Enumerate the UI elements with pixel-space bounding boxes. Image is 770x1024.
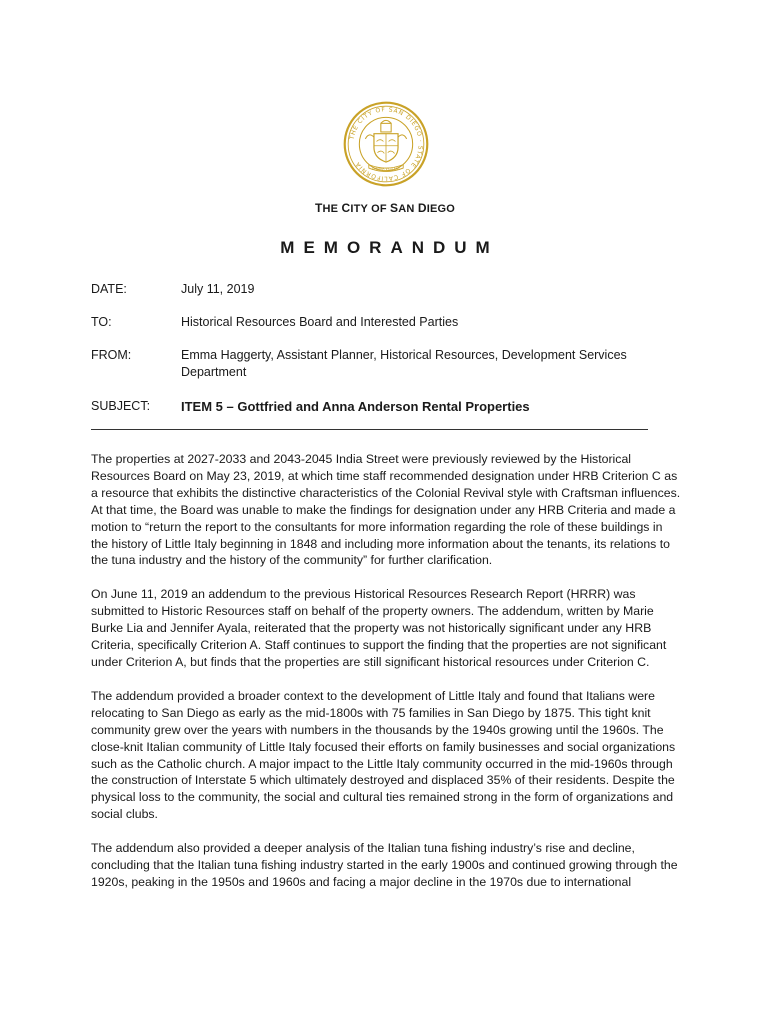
- body-paragraph: The properties at 2027-2033 and 2043-2045 India Street were previously reviewed by the Historical Resources Board on May 23, 2019, at which time staff recommended designation under HRB Criterion C as a resource that exhibits the distinctive characteristics of the Colonial Revival style with Craftsman influences. At that time, the Board was unable to make the findings for designation under any HRB Criteria and made a motion to “return the report to the consultants for more information regarding the role of these buildings in the history of Little Italy beginning in 1848 and including more information about the tenants, its relations to the tuna industry and the history of the community” for further clarification.: [91, 452, 681, 568]
- body-paragraph: On June 11, 2019 an addendum to the previous Historical Resources Research Report (HRRR) was submitted to Historic Resources staff on behalf of the property owners. The addendum, written by Marie Burke Lia and Jennifer Ayala, reiterated that the property was not historically significant under any HRB Criteria, specifically Criterion A. Staff continues to support the finding that the properties are not significant under Criterion A, but finds that the properties are still significant historical resources under Criterion C.: [91, 587, 667, 669]
- to-value: Historical Resources Board and Interested Parties: [181, 315, 459, 329]
- to-label: TO:: [91, 315, 112, 329]
- body-paragraph: The addendum also provided a deeper analysis of the Italian tuna fishing industry’s rise and decline, concluding that the Italian tuna fishing industry started in the early 1900s and continued growing through the 1920s, peaking in the 1950s and 1960s and facing a major decline in the 1970s due to international: [91, 841, 678, 889]
- svg-text:THE CITY OF SAN DIEGO · STATE: THE CITY OF SAN DIEGO · STATE OF CALIFORNIA: [348, 106, 424, 182]
- date-label: DATE:: [91, 282, 127, 296]
- body-paragraph: The addendum provided a broader context to the development of Little Italy and found that Italians were relocating to San Diego as early as the mid-1800s with 75 families in San Diego by 1875. This tight knit community grew over the years with numbers in the thousands by the 1940s growing until the 1960s. The close-knit Italian community of Little Italy focused their efforts on family businesses and social organizations such as the Catholic church. A major impact to the Little Italy community occurred in the mid-1960s through the construction of Interstate 5 which ultimately destroyed and displaced 35% of their residents. Despite the physical loss to the community, the social and cultural ties remained strong in the form of organizations and social clubs.: [91, 688, 676, 822]
- city-name-heading: THE CITY OF SAN DIEGO: [315, 201, 455, 215]
- memo-title: MEMORANDUM: [280, 238, 499, 257]
- svg-text:SEMPER VIGILANS: SEMPER VIGILANS: [372, 166, 400, 171]
- subject-label: SUBJECT:: [91, 399, 151, 413]
- from-label: FROM:: [91, 348, 132, 362]
- date-value: July 11, 2019: [181, 282, 255, 296]
- city-seal-icon: [343, 101, 429, 187]
- header-divider: [91, 429, 648, 430]
- subject-value: ITEM 5 – Gottfried and Anna Anderson Rental Properties: [181, 399, 530, 414]
- memo-body: [91, 451, 681, 908]
- from-value: Emma Haggerty, Assistant Planner, Historical Resources, Development Services Department: [181, 348, 627, 379]
